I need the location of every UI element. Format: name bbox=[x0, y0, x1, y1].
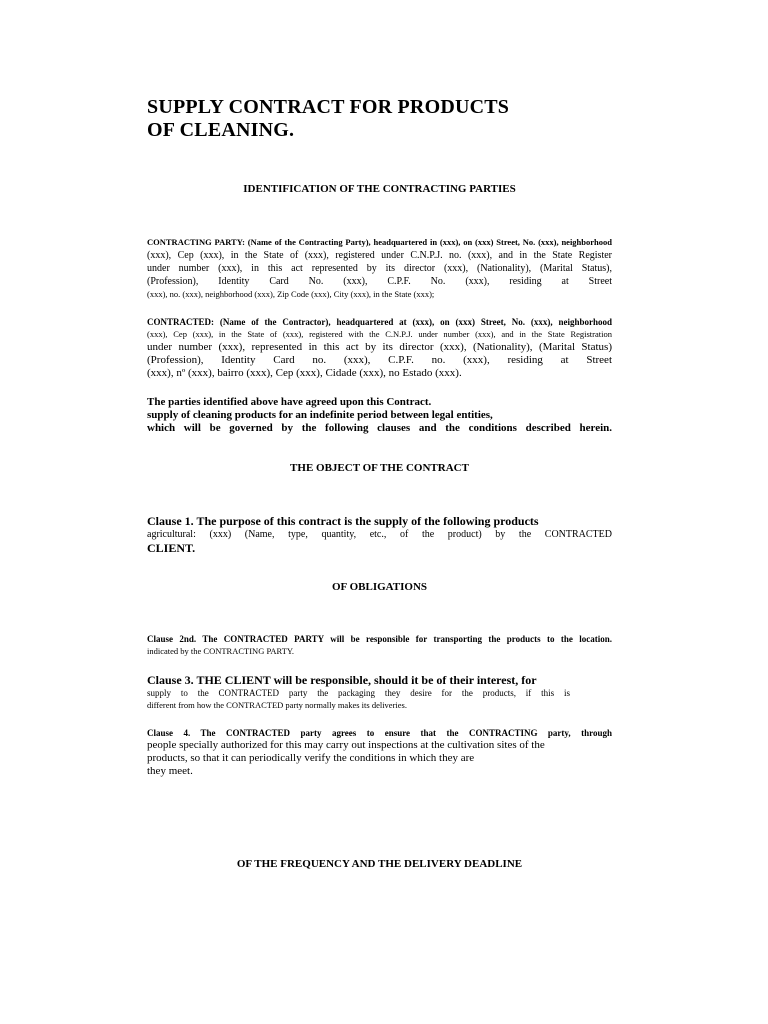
clause-3-line-1: Clause 3. THE CLIENT will be responsible, should it be of their interest, for bbox=[147, 673, 537, 687]
contracting-party-line-2: (xxx), Cep (xxx), in the State of (xxx), registered under C.N.P.J. no. (xxx), and in the State Register bbox=[147, 250, 612, 261]
clause-2-line-2: indicated by the CONTRACTING PARTY. bbox=[147, 646, 295, 656]
clause-2-paragraph bbox=[147, 633, 612, 658]
clause-1-line-2: agricultural: (xxx) (Name, type, quantity, etc., of the product) by the CONTRACTED bbox=[147, 529, 612, 540]
contracted-line-2: (xxx), Cep (xxx), in the State of (xxx), registered with the C.N.P.J. under number (xxx), and in the State Registration bbox=[147, 329, 612, 339]
clause-1-paragraph bbox=[147, 514, 612, 555]
title-line-2: OF CLEANING. bbox=[147, 119, 295, 141]
agreement-line-1: The parties identified above have agreed upon this Contract. bbox=[147, 396, 432, 408]
clause-2-line-1: Clause 2nd. The CONTRACTED PARTY will be responsible for transporting the products to the location. bbox=[147, 634, 612, 644]
document-title bbox=[147, 96, 509, 142]
heading-object-of-contract: THE OBJECT OF THE CONTRACT bbox=[290, 462, 469, 474]
contracting-party-line-4: (Profession), Identity Card No. (xxx), C.P.F. No. (xxx), residing at Street bbox=[147, 276, 612, 287]
heading-frequency-delivery: OF THE FREQUENCY AND THE DELIVERY DEADLINE bbox=[236, 858, 523, 870]
contracting-party-paragraph bbox=[147, 236, 612, 301]
clause-4-line-1: Clause 4. The CONTRACTED party agrees to ensure that the CONTRACTING party, through bbox=[147, 728, 612, 738]
agreement-line-2: supply of cleaning products for an indefinite period between legal entities, bbox=[147, 409, 493, 421]
agreement-paragraph bbox=[147, 396, 612, 435]
clause-4-paragraph bbox=[147, 727, 612, 778]
clause-4-line-2: people specially authorized for this may carry out inspections at the cultivation sites of the bbox=[147, 739, 545, 751]
agreement-line-3: which will be governed by the following clauses and the conditions described herein. bbox=[147, 422, 612, 434]
contracted-line-1: CONTRACTED: (Name of the Contractor), headquartered at (xxx), on (xxx) Street, No. (xxx), neighborhood bbox=[147, 317, 612, 327]
contracting-party-line-3: under number (xxx), in this act represented by its director (xxx), (Nationality), (Marital Status), bbox=[147, 263, 612, 274]
title-line-1: SUPPLY CONTRACT FOR PRODUCTS bbox=[147, 96, 510, 118]
contracting-party-line-1: CONTRACTING PARTY: (Name of the Contracting Party), headquartered in (xxx), on (xxx) Street, No. (xxx), neighborhood bbox=[147, 237, 612, 247]
clause-4-line-4: they meet. bbox=[147, 765, 193, 777]
clause-1-line-3: CLIENT. bbox=[147, 541, 196, 555]
clause-4-line-3: products, so that it can periodically verify the conditions in which they are bbox=[147, 752, 475, 764]
contracted-paragraph bbox=[147, 316, 612, 380]
clause-1-line-1: Clause 1. The purpose of this contract is the supply of the following products bbox=[147, 514, 539, 528]
clause-3-line-2: supply to the CONTRACTED party the packaging they desire for the products, if this is bbox=[147, 688, 570, 698]
contracted-line-4: (Profession), Identity Card no. (xxx), C.P.F. no. (xxx), residing at Street bbox=[147, 354, 612, 366]
clause-3-paragraph bbox=[147, 673, 612, 712]
contracted-line-5: (xxx), nº (xxx), bairro (xxx), Cep (xxx), Cidade (xxx), no Estado (xxx). bbox=[147, 367, 462, 379]
contracting-party-line-5: (xxx), no. (xxx), neighborhood (xxx), Zip Code (xxx), City (xxx), in the State (xxx); bbox=[147, 289, 435, 299]
clause-3-line-3: different from how the CONTRACTED party normally makes its deliveries. bbox=[147, 700, 407, 710]
heading-obligations: OF OBLIGATIONS bbox=[331, 581, 428, 593]
heading-contracting-parties: IDENTIFICATION OF THE CONTRACTING PARTIES bbox=[243, 183, 516, 195]
contracted-line-3: under number (xxx), represented in this act by its director (xxx), (Nationality), (Marital Status) bbox=[147, 341, 612, 353]
